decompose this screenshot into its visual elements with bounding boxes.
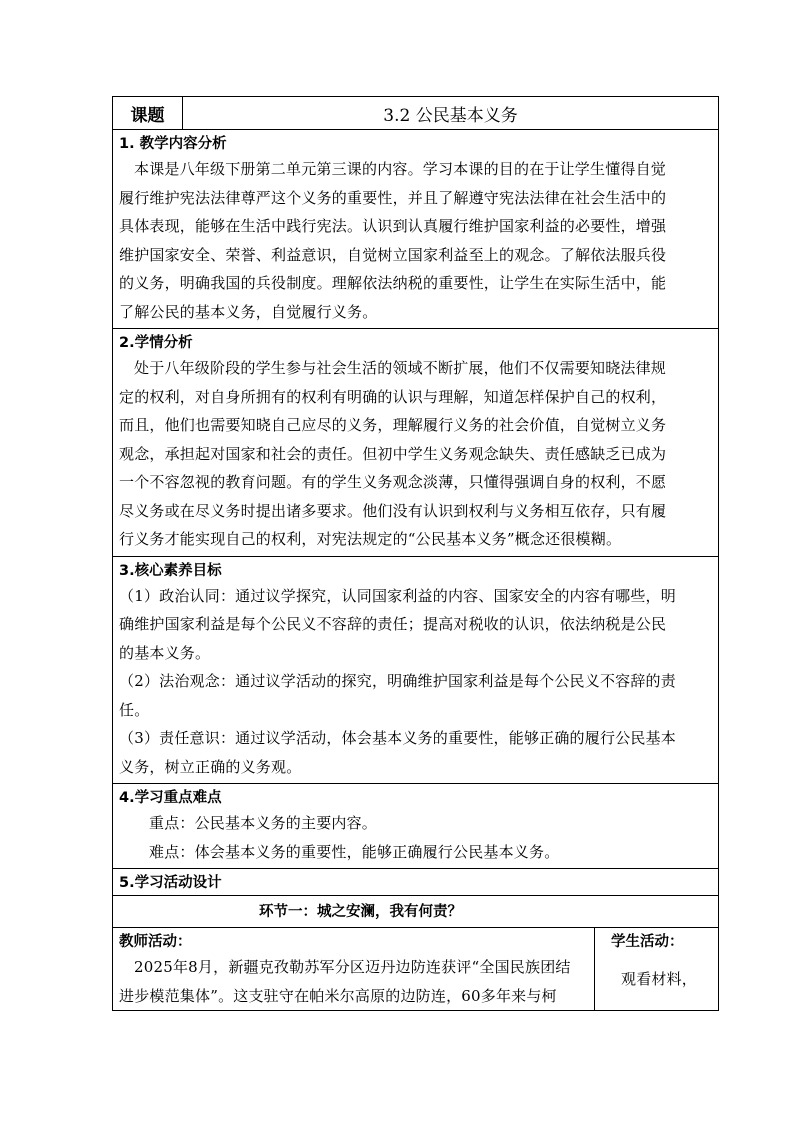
activity-row [113, 928, 719, 1011]
text-line: 进步模范集体”。这支驻守在帕米尔高原的边防连，60多年来与柯 [119, 986, 557, 1005]
section-activity-design [113, 869, 719, 896]
section-body [119, 809, 712, 866]
text-line: （2）法治观念：通过议学活动的探究，明确维护国家利益是每个公民义不容辞的责 [119, 672, 676, 690]
text-line: 2025年8月，新疆克孜勒苏军分区迈丹边防连获评“全国民族团结 [134, 958, 571, 976]
stage-title: 环节一：城之安澜，我有何责？ [259, 903, 462, 920]
lesson-title: 3.2 公民基本义务 [183, 97, 719, 130]
text-line: 任。 [119, 700, 150, 719]
difficulty-point: 难点：体会基本义务的重要性，能够正确履行公民基本义务。 [149, 842, 560, 861]
text-line: 具体表现，能够在生活中践行宪法。认识到认真履行维护国家利益的必要性，增强 [119, 217, 667, 235]
section-heading: 2.学情分析 [119, 335, 193, 351]
section-heading: 4.学习重点难点 [119, 790, 222, 806]
text-line: （3）责任意识：通过议学活动，体会基本义务的重要性，能够正确的履行公民基本 [119, 729, 676, 747]
section-core-goals [113, 556, 719, 784]
text-line: 而且，他们也需要知晓自己应尽的义务，理解履行义务的社会价值，自觉树立义务 [119, 416, 667, 434]
lesson-plan-table [112, 96, 719, 1011]
text-line: 一个不容忽视的教育问题。有的学生义务观念淡薄，只懂得强调自身的权利，不愿 [119, 473, 667, 491]
student-activity-body: 观看材料， [621, 970, 698, 988]
text-line: 定的权利，对自身所拥有的权利有明确的认识与理解，知道怎样保护自己的权利， [119, 387, 667, 406]
text-line: 处于八年级阶段的学生参与社会生活的领域不断扩展，他们不仅需要知晓法律规 [134, 359, 667, 377]
text-line: 尽义务或在尽义务时提出诸多要求。他们没有认识到权利与义务相互依存，只有履 [119, 501, 667, 520]
teacher-activity-body [119, 953, 588, 1010]
section-student-analysis [113, 329, 719, 557]
student-activity-label: 学生活动： [611, 934, 684, 950]
section-heading: 5.学习活动设计 [119, 875, 222, 891]
stage-row [113, 896, 719, 928]
section-body [119, 354, 712, 554]
key-point: 重点：公民基本义务的主要内容。 [149, 814, 378, 832]
text-line: （1）政治认同：通过议学探究，认同国家利益的内容、国家安全的内容有哪些，明 [119, 586, 676, 605]
section-body [119, 582, 712, 782]
text-line: 履行维护宪法法律尊严这个义务的重要性，并且了解遵守宪法法律在社会生活中的 [119, 188, 667, 207]
section-body [119, 155, 712, 326]
text-line: 本课是八年级下册第二单元第三课的内容。学习本课的目的在于让学生懂得自觉 [134, 160, 667, 178]
title-row [113, 97, 719, 130]
teacher-activity-label: 教师活动： [119, 934, 192, 950]
topic-label: 课题 [113, 97, 183, 130]
text-line: 的基本义务。 [119, 643, 211, 662]
section-content-analysis [113, 130, 719, 329]
text-line: 了解公民的基本义务，自觉履行义务。 [119, 302, 378, 321]
text-line: 的义务，明确我国的兵役制度。理解依法纳税的重要性，让学生在实际生活中，能 [119, 274, 667, 292]
section-heading: 3.核心素养目标 [119, 562, 222, 579]
text-line: 行义务才能实现自己的权利，对宪法规定的“公民基本义务”概念还很模糊。 [119, 530, 622, 548]
section-key-difficult [113, 784, 719, 869]
text-line: 观念，承担起对国家和社会的责任。但初中学生义务观念缺失、责任感缺乏已成为 [119, 444, 667, 463]
text-line: 确维护国家利益是每个公民义不容辞的责任；提高对税收的认识，依法纳税是公民 [119, 615, 667, 633]
text-line: 维护国家安全、荣誉、利益意识，自觉树立国家利益至上的观念。了解依法服兵役 [119, 245, 667, 264]
text-line: 义务，树立正确的义务观。 [119, 757, 302, 776]
section-heading: 1. 教学内容分析 [119, 136, 227, 152]
